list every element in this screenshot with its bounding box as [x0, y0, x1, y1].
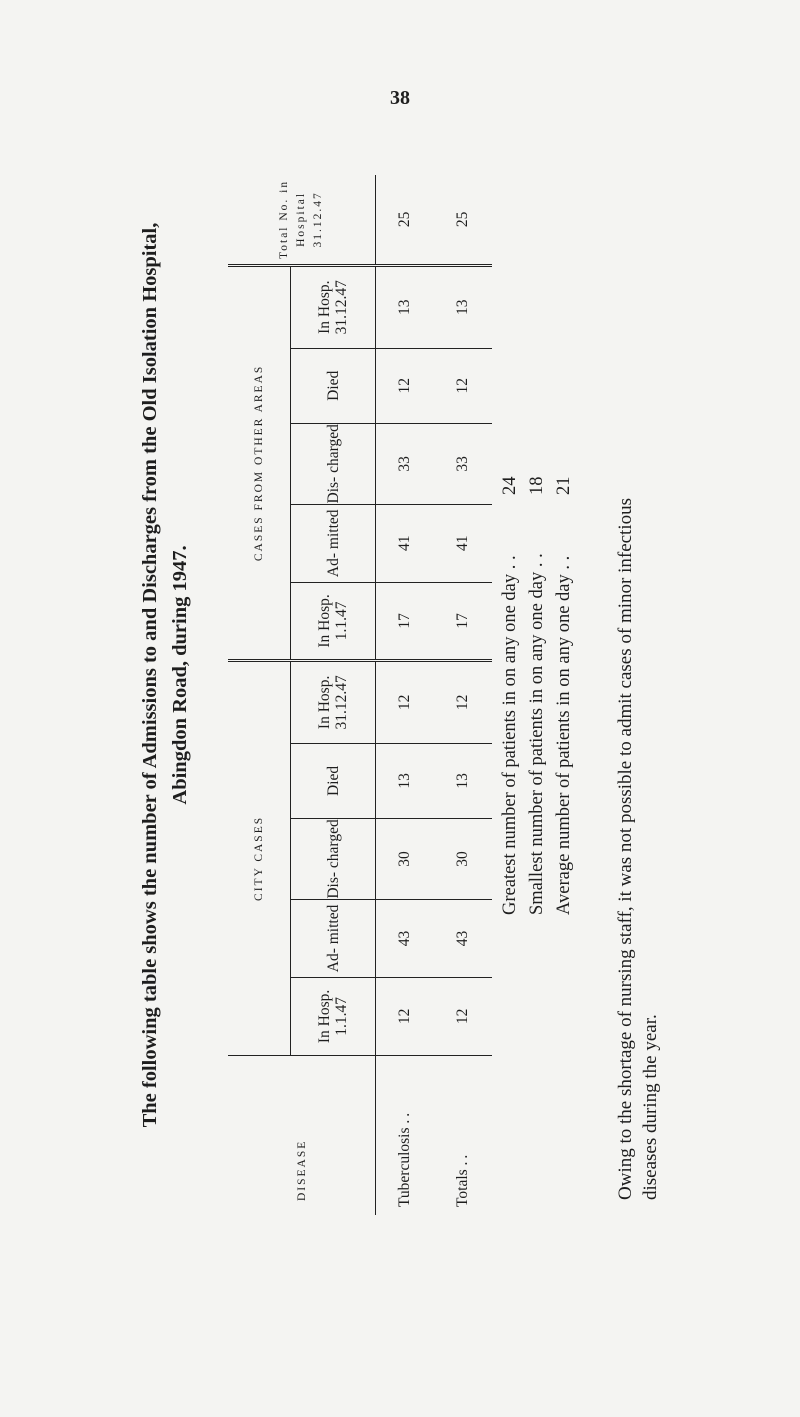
footnote-line-1: Owing to the shortage of nursing staff, it was not possible to admit cases of minor infectious [615, 497, 636, 1200]
cell: 30 [376, 819, 435, 900]
summary-label: Average number of patients in on any one day . . [554, 555, 574, 915]
city-cases-header: CITY CASES [228, 660, 291, 1055]
disease-header: DISEASE [228, 1055, 376, 1215]
cell: 17 [434, 582, 492, 660]
summary-label: Greatest number of patients in on any one day . . [500, 555, 520, 915]
cell: 25 [454, 211, 471, 228]
summary-value: 24 [500, 476, 520, 495]
totals-label: Totals [454, 1169, 471, 1207]
cell: 13 [434, 265, 492, 348]
col-city-admitted: Ad- mitted [291, 899, 376, 977]
col-city-died: Died [291, 743, 376, 818]
footnote-line-2: diseases during the year. [640, 1014, 661, 1200]
title-line-1: The following table shows the number of Admissions to and Discharges from the Old Isolation Hospital, [139, 222, 161, 1128]
summary-label: Smallest number of patients in on any one day . . [527, 553, 547, 915]
summary-value: 21 [554, 476, 574, 495]
title-line-2: Abingdon Road, during 1947. [169, 545, 191, 805]
table-row [376, 175, 435, 1215]
col-other-discharged: Dis- charged [291, 423, 376, 504]
table-row [434, 175, 492, 1215]
col-city-discharged: Dis- charged [291, 819, 376, 900]
rotated-page-content [135, 135, 695, 1215]
cell: 43 [376, 899, 435, 977]
page-title [135, 135, 195, 1215]
col-other-in-hosp-end: In Hosp. 31.12.47 [291, 265, 376, 348]
col-city-in-hosp-start: In Hosp. 1.1.47 [291, 977, 376, 1055]
col-other-admitted: Ad- mitted [291, 504, 376, 582]
other-areas-header: CASES FROM OTHER AREAS [228, 265, 291, 660]
cell: 13 [376, 265, 435, 348]
group-header-row [228, 175, 291, 1215]
summary-block [497, 455, 578, 915]
cell: 25 [376, 175, 435, 265]
cell: 41 [434, 504, 492, 582]
summary-line [524, 455, 551, 915]
cell: 12 [376, 348, 435, 423]
leader-dots: .. [454, 1151, 471, 1166]
col-other-died: Died [291, 348, 376, 423]
cell: 33 [376, 423, 435, 504]
cell: 30 [434, 819, 492, 900]
footnote [613, 120, 663, 1200]
admissions-table [228, 175, 492, 1215]
cell: 41 [376, 504, 435, 582]
cell: 43 [434, 899, 492, 977]
cell: 12 [376, 977, 435, 1055]
total-in-hospital-header: Total No. in Hospital 31.12.47 [278, 179, 324, 259]
cell: 17 [376, 582, 435, 660]
cell: 12 [434, 660, 492, 743]
summary-line [551, 455, 578, 915]
disease-cell [434, 1055, 492, 1215]
disease-name: Tuberculosis [396, 1127, 413, 1207]
cell: 12 [434, 977, 492, 1055]
cell: 13 [434, 743, 492, 818]
summary-line [497, 455, 524, 915]
col-other-in-hosp-start: In Hosp. 1.1.47 [291, 582, 376, 660]
cell: 13 [376, 743, 435, 818]
summary-value: 18 [527, 476, 547, 495]
col-city-in-hosp-end: In Hosp. 31.12.47 [291, 660, 376, 743]
leader-dots: .. [396, 1109, 413, 1124]
cell: 12 [376, 660, 435, 743]
disease-cell [376, 1055, 435, 1215]
page-number: 38 [390, 87, 410, 109]
cell: 33 [434, 423, 492, 504]
cell: 12 [434, 348, 492, 423]
